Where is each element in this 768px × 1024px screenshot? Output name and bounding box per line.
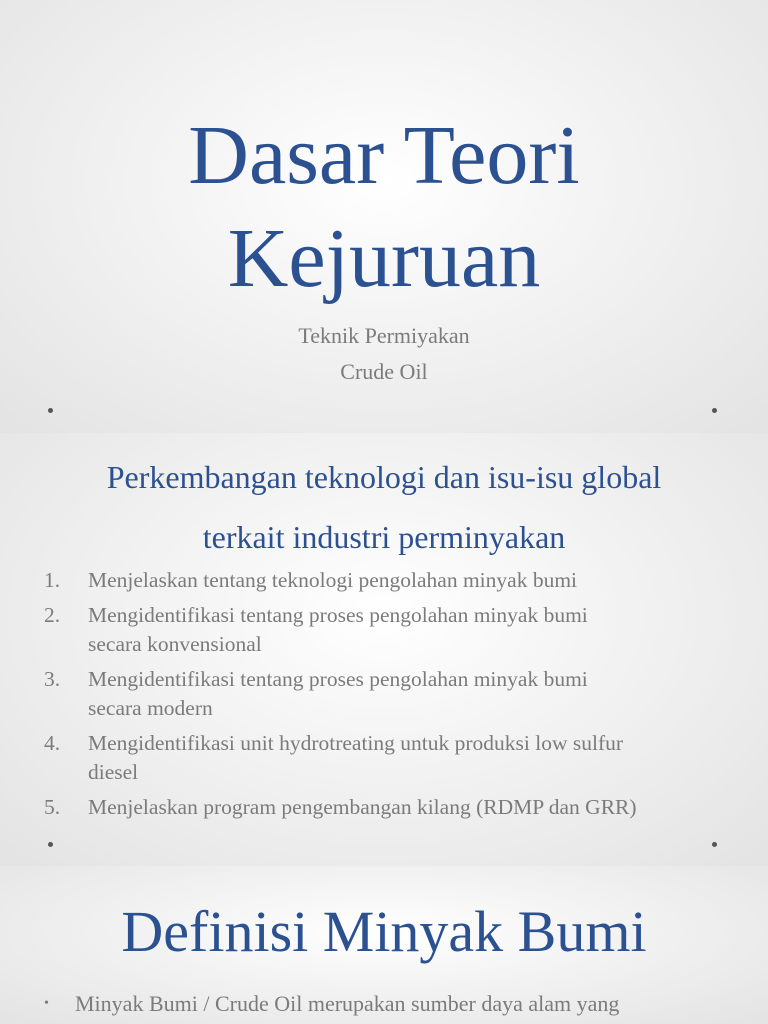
list-item-text: Mengidentifikasi tentang proses pengolahan minyak bumi secara modern bbox=[88, 667, 588, 720]
list-item-text: Menjelaskan tentang teknologi pengolahan minyak bumi bbox=[88, 568, 578, 592]
objectives-list bbox=[44, 566, 744, 828]
slide-2-corner-dot-left bbox=[48, 842, 53, 847]
slide-1-corner-dot-right bbox=[712, 408, 717, 413]
list-item-text: Menjelaskan program pengembangan kilang (RDMP dan GRR) bbox=[88, 795, 637, 819]
list-item-number: 4. bbox=[44, 731, 61, 755]
list-item bbox=[44, 566, 744, 595]
slide-3-title: Definisi Minyak Bumi bbox=[121, 899, 647, 964]
slide-1-title-line-1: Dasar Teori bbox=[188, 109, 580, 202]
list-item bbox=[44, 989, 744, 1019]
slide-3 bbox=[0, 866, 768, 1024]
slide-1-title bbox=[0, 104, 768, 310]
list-item-number: 3. bbox=[44, 667, 61, 691]
slide-2-title bbox=[0, 447, 768, 567]
definition-bullets bbox=[44, 989, 744, 1019]
slide-1 bbox=[0, 0, 768, 433]
slide-1-title-line-2: Kejuruan bbox=[227, 212, 541, 305]
list-item-number: 5. bbox=[44, 795, 61, 819]
list-item bbox=[44, 729, 744, 787]
slide-2-title-line-1: Perkembangan teknologi dan isu-isu global bbox=[106, 459, 662, 495]
list-item-text: Mengidentifikasi tentang proses pengolahan minyak bumi secara konvensional bbox=[88, 603, 588, 656]
slide-2-corner-dot-right bbox=[712, 842, 717, 847]
slide-1-corner-dot-left bbox=[48, 408, 53, 413]
slide-2-title-line-2: terkait industri perminyakan bbox=[202, 519, 566, 555]
bullet-icon: • bbox=[44, 996, 49, 1011]
list-item-number: 2. bbox=[44, 603, 61, 627]
slide-2 bbox=[0, 433, 768, 866]
slide-1-subtitle-line-1: Teknik Permiyakan bbox=[298, 323, 470, 348]
list-item-number: 1. bbox=[44, 568, 61, 592]
list-item bbox=[44, 793, 744, 822]
slide-1-subtitle-line-2: Crude Oil bbox=[340, 359, 428, 384]
bullet-text: Minyak Bumi / Crude Oil merupakan sumber daya alam yang bbox=[75, 991, 620, 1016]
list-item-text: Mengidentifikasi unit hydrotreating untuk produksi low sulfur diesel bbox=[88, 731, 624, 784]
slide-1-subtitle bbox=[0, 318, 768, 390]
list-item bbox=[44, 665, 744, 723]
list-item bbox=[44, 601, 744, 659]
